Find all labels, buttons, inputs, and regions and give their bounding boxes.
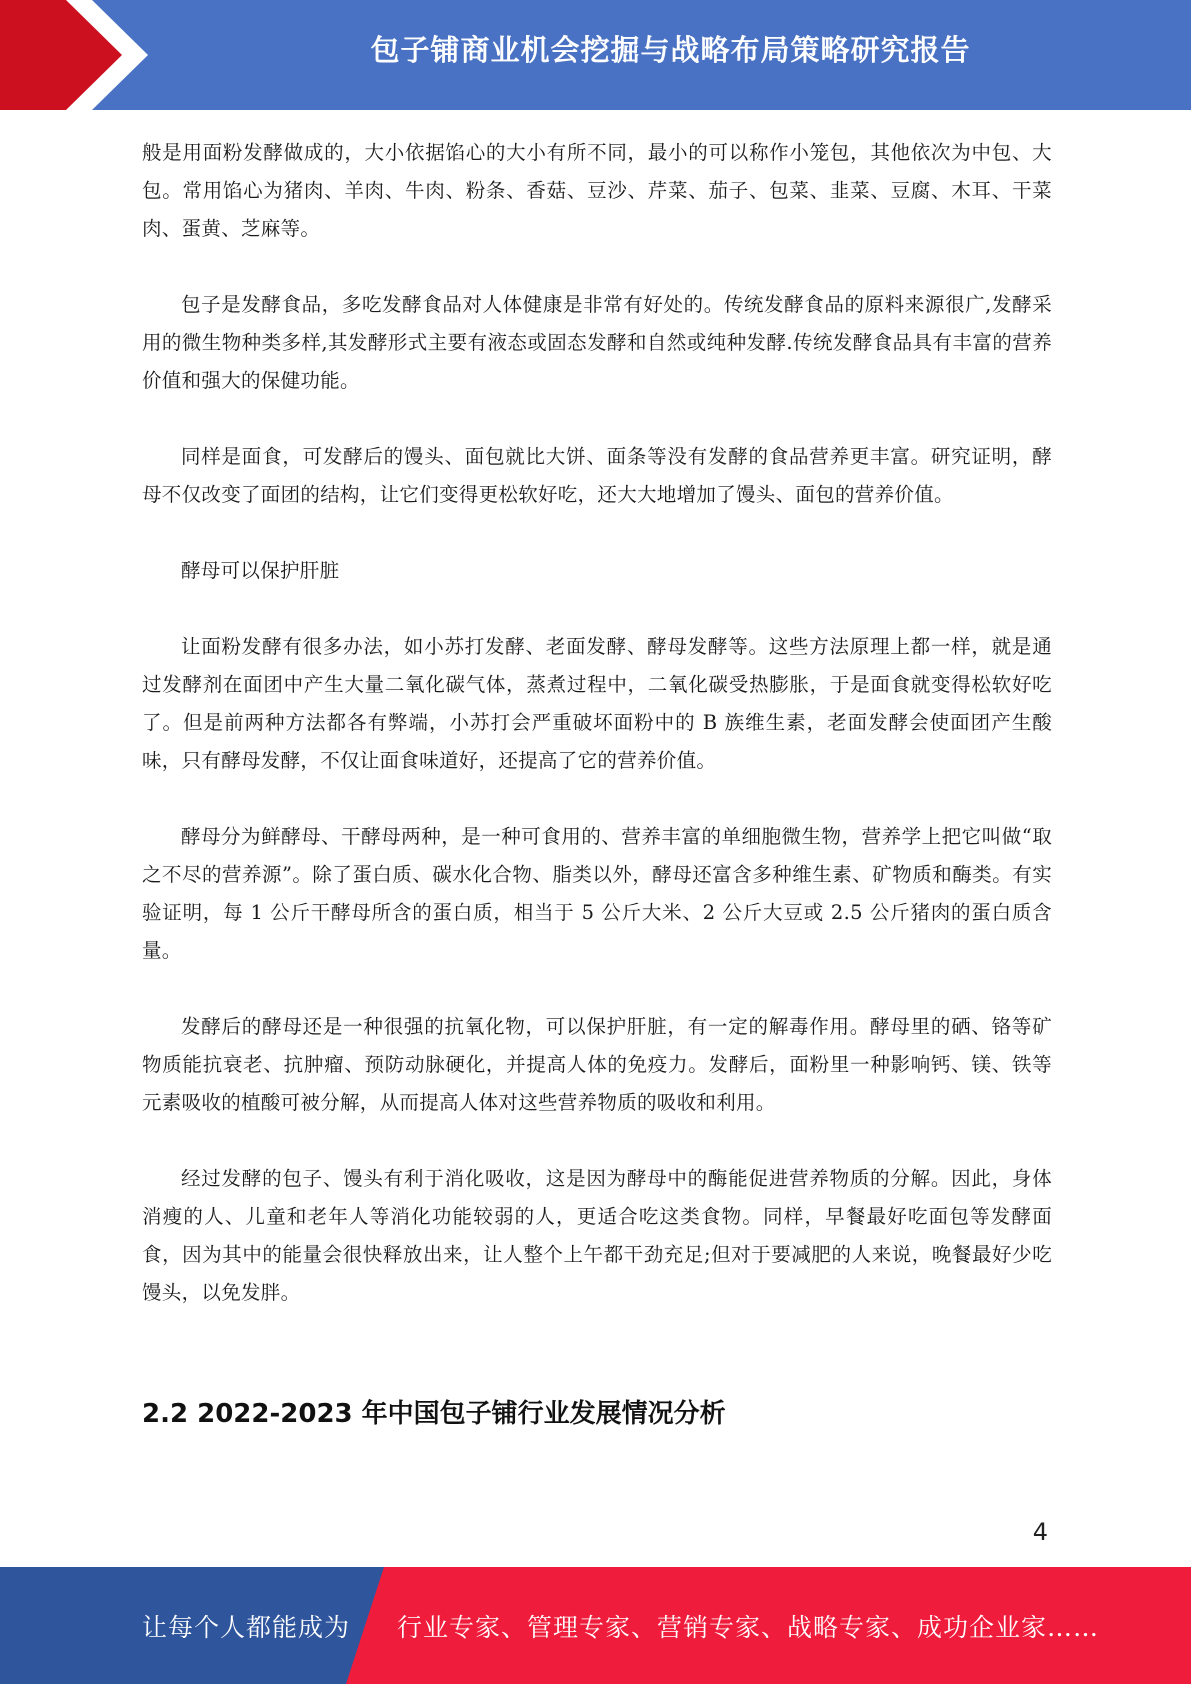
paragraph-subheading-liver: 酵母可以保护肝脏 [181,559,340,582]
footer-banner [0,1567,1191,1684]
document-body [142,134,1052,1350]
paragraph-fermented-food: 包子是发酵食品，多吃发酵食品对人体健康是非常有好处的。传统发酵食品的原料来源很广,发酵采用的微生物种类多样,其发酵形式主要有液态或固态发酵和自然或纯种发酵.传统发酵食品具有丰富的营养价值和强大的保健功能。 [142,293,1052,392]
footer-slogan-left: 让每个人都能成为 [142,1613,351,1642]
paragraph-fermentation-methods: 让面粉发酵有很多办法，如小苏打发酵、老面发酵、酵母发酵等。这些方法原理上都一样，就是通过发酵剂在面团中产生大量二氧化碳气体，蒸煮过程中，二氧化碳受热膨胀，于是面食就变得松软好吃了。但是前两种方法都各有弊端，小苏打会严重破坏面粉中的 B 族维生素，老面发酵会使面团产生酸味，只有酵母发酵，不仅让面食味道好，还提高了它的营养价值。 [142,635,1052,772]
paragraph-continued: 般是用面粉发酵做成的，大小依据馅心的大小有所不同，最小的可以称作小笼包，其他依次为中包、大包。常用馅心为猪肉、羊肉、牛肉、粉条、香菇、豆沙、芹菜、茄子、包菜、韭菜、豆腐、木耳、干菜肉、蛋黄、芝麻等。 [142,141,1052,240]
section-heading: 2.2 2022-2023 年中国包子铺行业发展情况分析 [142,1399,726,1429]
header-arrow-decoration [0,0,160,110]
paragraph-yeast-nutrition: 同样是面食，可发酵后的馒头、面包就比大饼、面条等没有发酵的食品营养更丰富。研究证明，酵母不仅改变了面团的结构，让它们变得更松软好吃，还大大地增加了馒头、面包的营养价值。 [142,445,1052,506]
footer-slogan-right: 行业专家、管理专家、营销专家、战略专家、成功企业家…… [397,1613,1100,1642]
paragraph-digestion: 经过发酵的包子、馒头有利于消化吸收，这是因为酵母中的酶能促进营养物质的分解。因此，身体消瘦的人、儿童和老年人等消化功能较弱的人，更适合吃这类食物。同样，早餐最好吃面包等发酵面食，因为其中的能量会很快释放出来，让人整个上午都干劲充足;但对于要减肥的人来说，晚餐最好少吃馒头，以免发胖。 [142,1167,1052,1304]
header-banner [0,0,1191,110]
paragraph-antioxidant: 发酵后的酵母还是一种很强的抗氧化物，可以保护肝脏，有一定的解毒作用。酵母里的硒、铬等矿物质能抗衰老、抗肿瘤、预防动脉硬化，并提高人体的免疫力。发酵后，面粉里一种影响钙、镁、铁等元素吸收的植酸可被分解，从而提高人体对这些营养物质的吸收和利用。 [142,1015,1052,1114]
page-number: 4 [1032,1518,1048,1546]
paragraph-yeast-types: 酵母分为鲜酵母、干酵母两种，是一种可食用的、营养丰富的单细胞微生物，营养学上把它叫做“取之不尽的营养源”。除了蛋白质、碳水化合物、脂类以外，酵母还富含多种维生素、矿物质和酶类。有实验证明，每 1 公斤干酵母所含的蛋白质，相当于 5 公斤大米、2 公斤大豆或 2.5 公斤猪肉的蛋白质含量。 [142,825,1052,962]
report-title: 包子铺商业机会挖掘与战略布局策略研究报告 [370,33,971,67]
